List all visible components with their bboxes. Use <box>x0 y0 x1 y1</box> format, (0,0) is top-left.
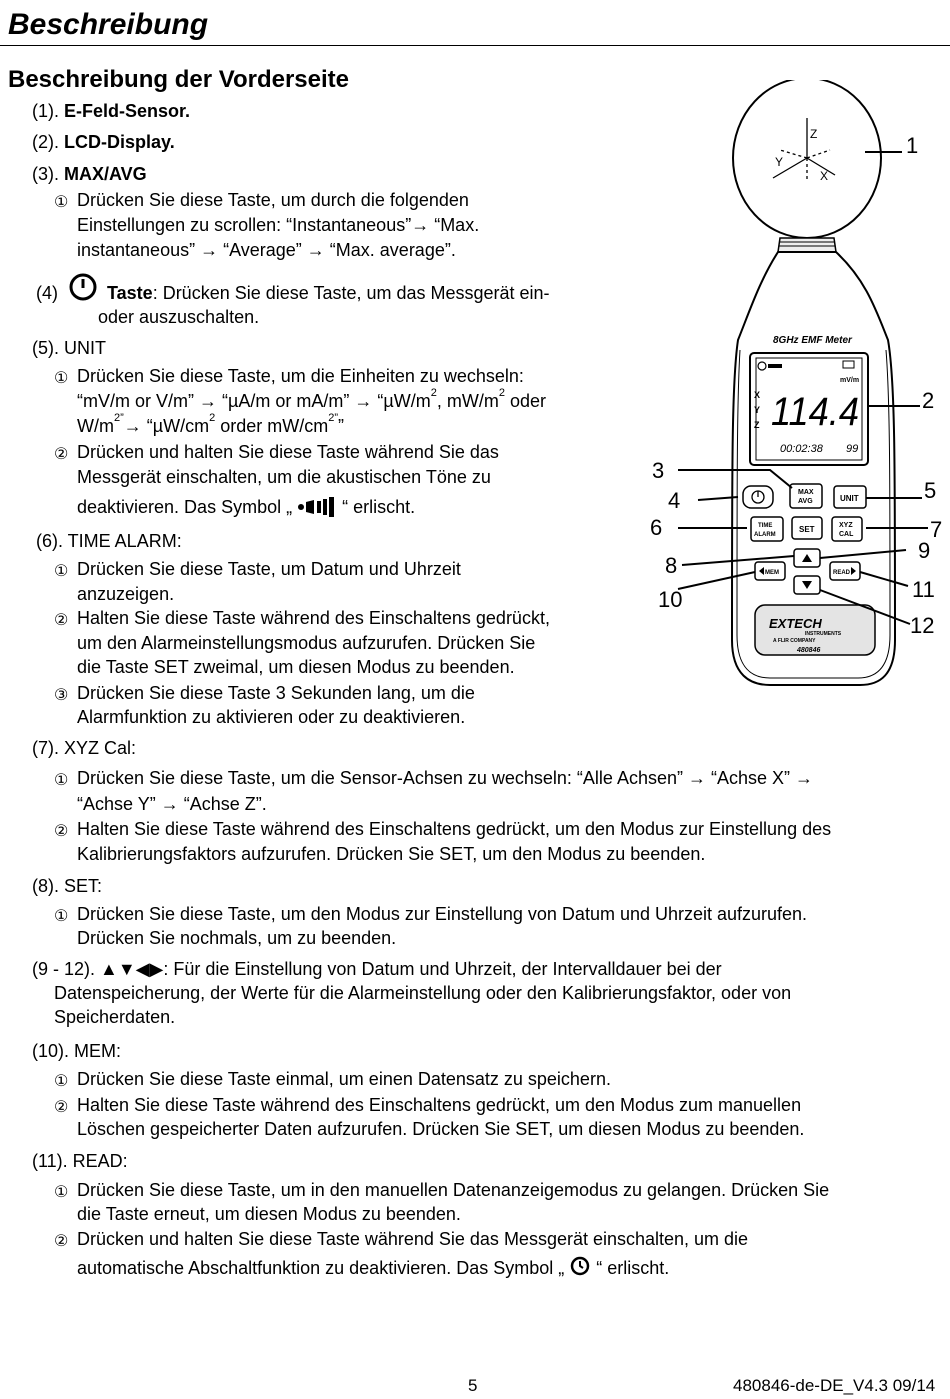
meter-illustration <box>640 80 945 700</box>
text-segment: W/m <box>77 416 114 436</box>
item-label: LCD-Display. <box>64 132 175 152</box>
text-line: Messgerät einschalten, um die akustischen Töne zu <box>77 467 491 487</box>
bullet-marker: ② <box>54 446 69 463</box>
item-4-line <box>107 283 550 304</box>
item-number: (4) <box>36 283 58 303</box>
lcd-value: 114.4 <box>771 390 859 434</box>
item-heading: (8). SET: <box>32 876 103 896</box>
item-number: (1). <box>32 101 59 121</box>
callout-5: 5 <box>924 478 937 503</box>
text-line: Einstellungen zu scrollen: “Instantaneous”→ “Max. <box>77 215 480 235</box>
text-line: Drücken Sie nochmals, um zu beenden. <box>77 928 397 948</box>
text-segment: order mW/cm <box>215 416 329 436</box>
lcd-y: Y <box>754 405 761 415</box>
item-heading: (11). READ: <box>32 1151 128 1171</box>
callout-10: 10 <box>658 587 683 612</box>
text-line: Drücken und halten Sie diese Taste während Sie das Messgerät einschalten, um die <box>77 1229 749 1249</box>
item-label: MAX/AVG <box>64 164 147 184</box>
superscript: 2 <box>430 387 437 399</box>
text-segment: automatische Abschaltfunktion zu deaktivieren. Das Symbol „ <box>77 1258 565 1278</box>
bullet-marker: ① <box>54 194 69 211</box>
callout-3: 3 <box>652 458 665 483</box>
time-label: TIME <box>758 523 773 529</box>
lcd-time: 00:02:38 <box>780 443 823 455</box>
item-heading: (6). TIME ALARM: <box>36 531 182 551</box>
set-label: SET <box>799 525 815 534</box>
text-segment: → “µW/cm <box>123 416 210 436</box>
brand-sub2: A FLIR COMPANY <box>773 638 816 644</box>
bullet-marker: ② <box>54 1099 69 1116</box>
bullet-marker: ① <box>54 1073 69 1090</box>
callout-7: 7 <box>930 517 943 542</box>
unit-label: UNIT <box>840 494 859 503</box>
text-line: (9 - 12). ▲▼◀▶: Für die Einstellung von Datum und Uhrzeit, der Intervalldauer bei der <box>32 959 722 979</box>
text-line: Drücken Sie diese Taste, um in den manuellen Datenanzeigemodus zu gelangen. Drücken Sie <box>77 1180 830 1200</box>
superscript: 2” <box>113 412 124 424</box>
bullet-marker: ② <box>54 612 69 629</box>
item-3 <box>32 164 147 185</box>
item-2 <box>32 132 175 153</box>
callout-12: 12 <box>910 613 935 638</box>
text-line: Drücken Sie diese Taste, um Datum und Uhrzeit <box>77 559 461 579</box>
text-segment: ” <box>338 416 345 436</box>
text-line: die Taste erneut, um diesen Modus zu beenden. <box>77 1204 461 1224</box>
lcd-z: Z <box>754 420 760 430</box>
item-label: Taste <box>107 283 153 303</box>
text-line: Halten Sie diese Taste während des Einschaltens gedrückt, um den Modus zum manuellen <box>77 1095 802 1115</box>
text-line <box>77 412 345 437</box>
item-number: (2). <box>32 132 59 152</box>
callout-4: 4 <box>668 488 681 513</box>
text-segment: “ erlischt. <box>342 497 416 517</box>
text-line <box>77 494 415 520</box>
axis-y-label: Y <box>775 155 784 169</box>
text-segment: “mV/m or V/m” → “µA/m or mA/m” → “µW/m <box>77 391 431 411</box>
callout-8: 8 <box>665 553 678 578</box>
text-line: Alarmfunktion zu aktivieren oder zu deaktivieren. <box>77 707 466 727</box>
bullet-marker: ① <box>54 772 69 789</box>
bullet-marker: ① <box>54 370 69 387</box>
text-line: Halten Sie diese Taste während des Einschaltens gedrückt, um den Modus zur Einstellung des <box>77 819 832 839</box>
beep-icon <box>297 494 337 520</box>
page-title: Beschreibung <box>8 8 209 41</box>
brand-logo: EXTECH <box>769 616 822 631</box>
alarm-label: ALARM <box>754 532 776 538</box>
cal-label: CAL <box>839 531 854 538</box>
text-line: Drücken Sie diese Taste, um durch die folgenden <box>77 190 469 210</box>
text-line: anzuzeigen. <box>77 584 175 604</box>
item-heading: (5). UNIT <box>32 338 106 358</box>
text-line <box>77 387 546 412</box>
text-line: Löschen gespeicherter Daten aufzurufen. Drücken Sie SET, um diesen Modus zu beenden. <box>77 1119 805 1139</box>
text-line <box>77 1255 669 1279</box>
lcd-unit: mV/m <box>840 377 860 384</box>
text-line: Speicherdaten. <box>54 1007 176 1027</box>
lcd-x: X <box>754 390 761 400</box>
text-line: Drücken Sie diese Taste, um die Einheiten zu wechseln: <box>77 366 524 386</box>
max-label: MAX <box>798 489 814 496</box>
text-line: um den Alarmeinstellungsmodus aufzurufen. Drücken Sie <box>77 633 536 653</box>
title-divider <box>0 45 950 46</box>
text-line: “Achse Y” → “Achse Z”. <box>77 794 267 814</box>
avg-label: AVG <box>798 498 813 505</box>
clock-icon <box>569 1255 591 1277</box>
text-line: instantaneous” → “Average” → “Max. average”. <box>77 240 456 260</box>
text-segment: oder <box>504 391 546 411</box>
superscript: 2” <box>328 412 339 424</box>
item-number: (3). <box>32 164 59 184</box>
superscript: 2 <box>209 412 216 424</box>
text-line: Drücken und halten Sie diese Taste während Sie das <box>77 442 499 462</box>
text-line: Halten Sie diese Taste während des Einschaltens gedrückt, <box>77 608 550 628</box>
text-line: oder auszuschalten. <box>98 307 260 327</box>
item-heading: (10). MEM: <box>32 1041 122 1061</box>
text-segment: “ erlischt. <box>596 1258 670 1278</box>
bullet-marker: ① <box>54 1184 69 1201</box>
page-number: 5 <box>468 1376 478 1395</box>
axis-x-label: X <box>820 169 829 183</box>
bullet-marker: ② <box>54 823 69 840</box>
mem-label: MEM <box>765 570 779 576</box>
bullet-marker: ② <box>54 1233 69 1250</box>
item-heading: (7). XYZ Cal: <box>32 738 137 758</box>
bullet-marker: ③ <box>54 687 69 704</box>
text-segment: deaktivieren. Das Symbol „ <box>77 497 293 517</box>
lcd-count: 99 <box>846 443 859 455</box>
callout-2: 2 <box>922 388 935 413</box>
callout-11: 11 <box>912 577 935 602</box>
superscript: 2 <box>498 387 505 399</box>
callout-6: 6 <box>650 515 663 540</box>
xyz-label: XYZ <box>839 522 853 529</box>
read-label: READ <box>833 570 851 576</box>
text-line: Kalibrierungsfaktors aufzurufen. Drücken Sie SET, um den Modus zu beenden. <box>77 844 706 864</box>
text-line: die Taste SET zweimal, um diesen Modus zu beenden. <box>77 657 515 677</box>
text-line: : Drücken Sie diese Taste, um das Messgerät ein- <box>152 283 550 303</box>
text-line: Datenspeicherung, der Werte für die Alarmeinstellung oder den Kalibrierungsfaktor, oder von <box>54 983 792 1003</box>
power-icon <box>68 272 98 302</box>
item-1 <box>32 101 190 122</box>
text-line: Drücken Sie diese Taste einmal, um einen Datensatz zu speichern. <box>77 1069 611 1089</box>
text-segment: , mW/m <box>436 391 499 411</box>
brand-sub1: INSTRUMENTS <box>805 631 842 637</box>
callout-9: 9 <box>918 538 931 563</box>
item-label: E-Feld-Sensor. <box>64 101 191 121</box>
bullet-marker: ① <box>54 908 69 925</box>
section-heading: Beschreibung der Vorderseite <box>8 66 349 93</box>
text-line: Drücken Sie diese Taste, um den Modus zur Einstellung von Datum und Uhrzeit aufzurufen. <box>77 904 808 924</box>
model-number: 480846 <box>797 647 821 654</box>
bullet-marker: ① <box>54 563 69 580</box>
text-line: Drücken Sie diese Taste, um die Sensor-Achsen zu wechseln: “Alle Achsen” → “Achse X” → <box>77 768 813 788</box>
model-title: 8GHz EMF Meter <box>773 335 852 346</box>
text-line: Drücken Sie diese Taste 3 Sekunden lang, um die <box>77 683 475 703</box>
callout-1: 1 <box>906 133 919 158</box>
document-id: 480846-de-DE_V4.3 09/14 <box>733 1376 936 1395</box>
axis-z-label: Z <box>810 127 818 141</box>
